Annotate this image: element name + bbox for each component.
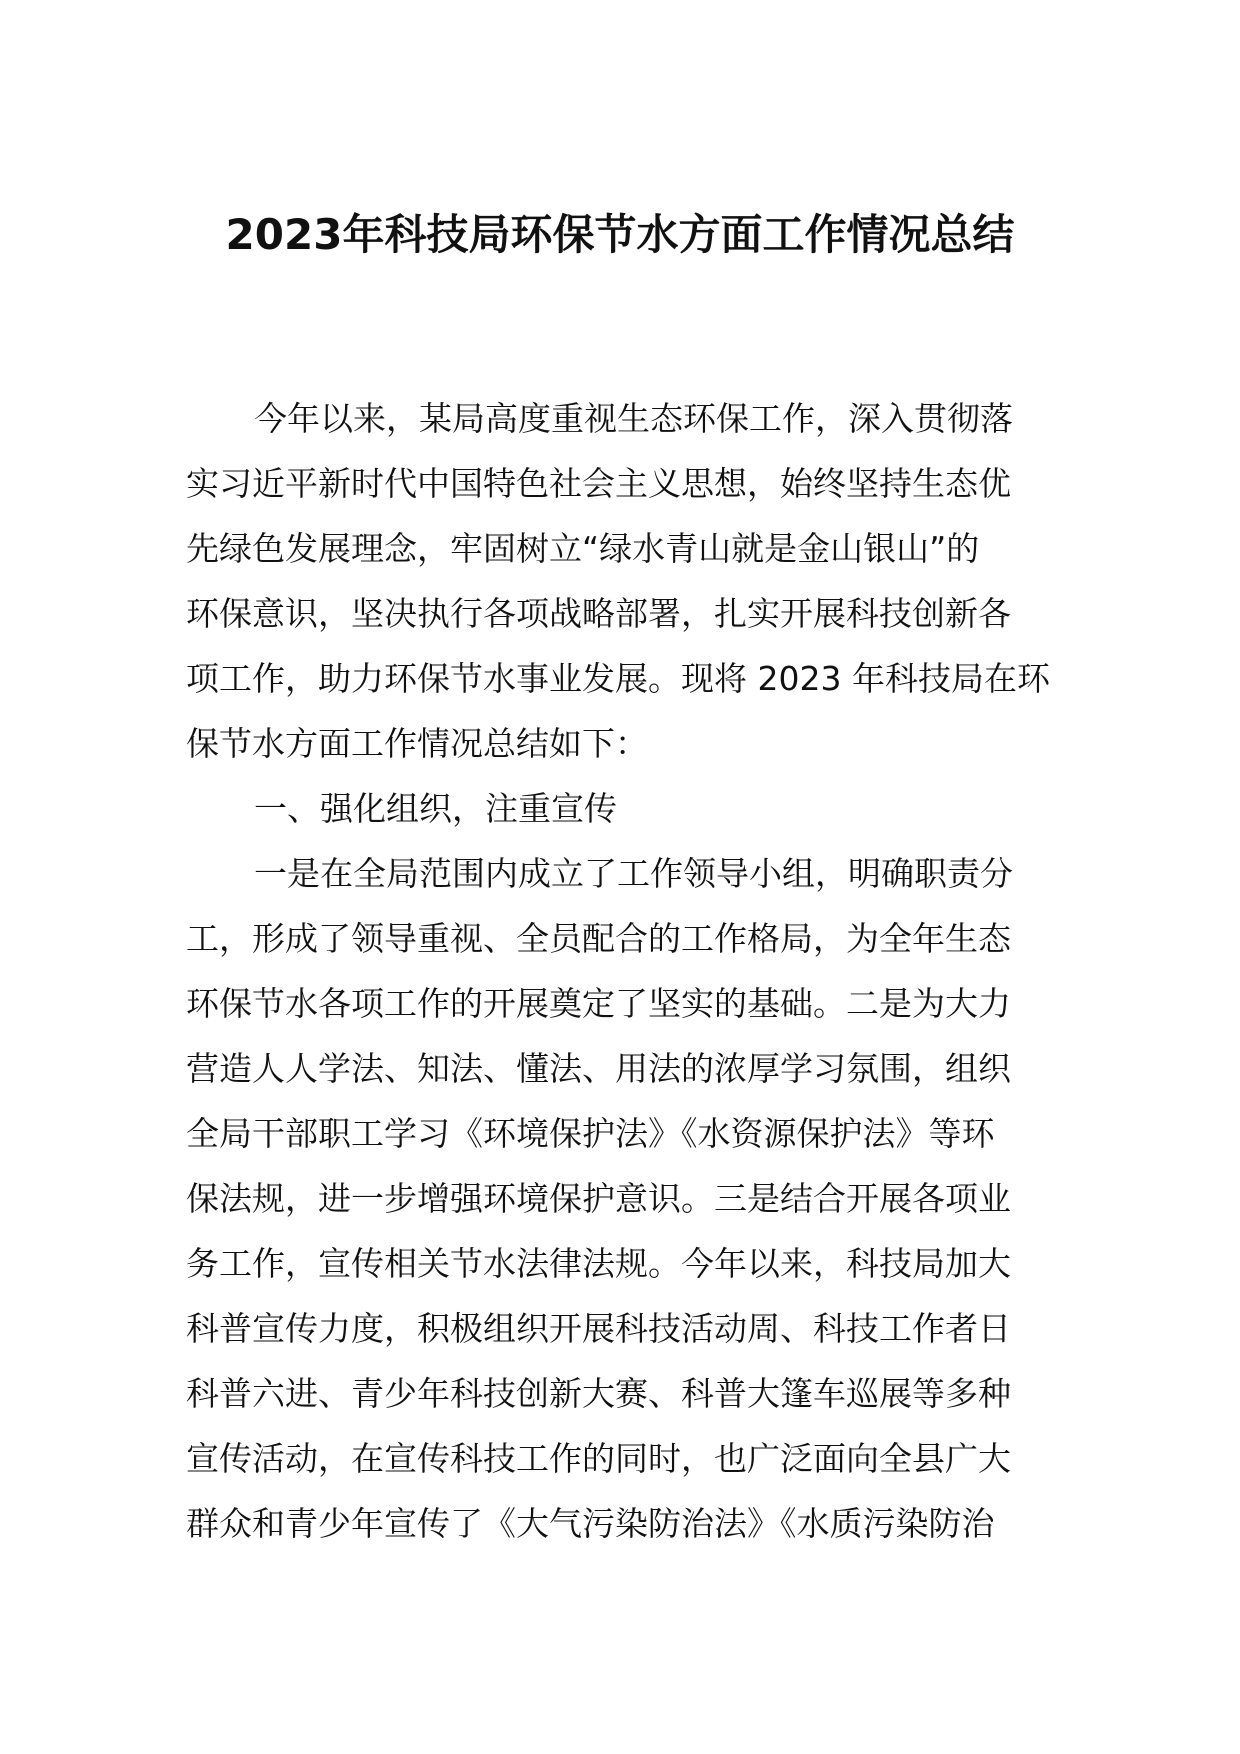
paragraph-line: 一是在全局范围内成立了工作领导小组，明确职责分	[254, 854, 1013, 893]
paragraph-line: 环保意识，坚决执行各项战略部署，扎实开展科技创新各	[186, 594, 1011, 633]
paragraph-line: 环保节水各项工作的开展奠定了坚实的基础。二是为大力	[186, 984, 1011, 1023]
document-title: 2023年科技局环保节水方面工作情况总结	[225, 210, 1015, 259]
paragraph-line: 全局干部职工学习《环境保护法》《水资源保护法》等环	[186, 1114, 995, 1153]
paragraph-line: 宣传活动，在宣传科技工作的同时，也广泛面向全县广大	[186, 1439, 1011, 1478]
paragraph-line: 先绿色发展理念，牢固树立“绿水青山就是金山银山”的	[186, 529, 980, 568]
paragraph-line: 营造人人学法、知法、懂法、用法的浓厚学习氛围，组织	[186, 1049, 1011, 1088]
paragraph-line: 实习近平新时代中国特色社会主义思想，始终坚持生态优	[186, 464, 1011, 503]
paragraph-line: 务工作，宣传相关节水法律法规。今年以来，科技局加大	[186, 1244, 1011, 1283]
paragraph-line: 科普六进、青少年科技创新大赛、科普大篷车巡展等多种	[186, 1374, 1011, 1413]
paragraph-line: 工，形成了领导重视、全员配合的工作格局，为全年生态	[186, 919, 1011, 958]
paragraph-line: 保节水方面工作情况总结如下：	[186, 724, 648, 763]
paragraph-line: 项工作，助力环保节水事业发展。现将 2023 年科技局在环	[186, 659, 1050, 698]
document-body	[186, 386, 1050, 1556]
paragraph-line: 群众和青少年宣传了《大气污染防治法》《水质污染防治	[186, 1504, 995, 1543]
paragraph-line: 科普宣传力度，积极组织开展科技活动周、科技工作者日	[186, 1309, 1011, 1348]
paragraph-line: 今年以来，某局高度重视生态环保工作，深入贯彻落	[254, 399, 1013, 438]
paragraph-line: 保法规，进一步增强环境保护意识。三是结合开展各项业	[186, 1179, 1011, 1218]
section-heading: 一、强化组织，注重宣传	[254, 789, 617, 828]
